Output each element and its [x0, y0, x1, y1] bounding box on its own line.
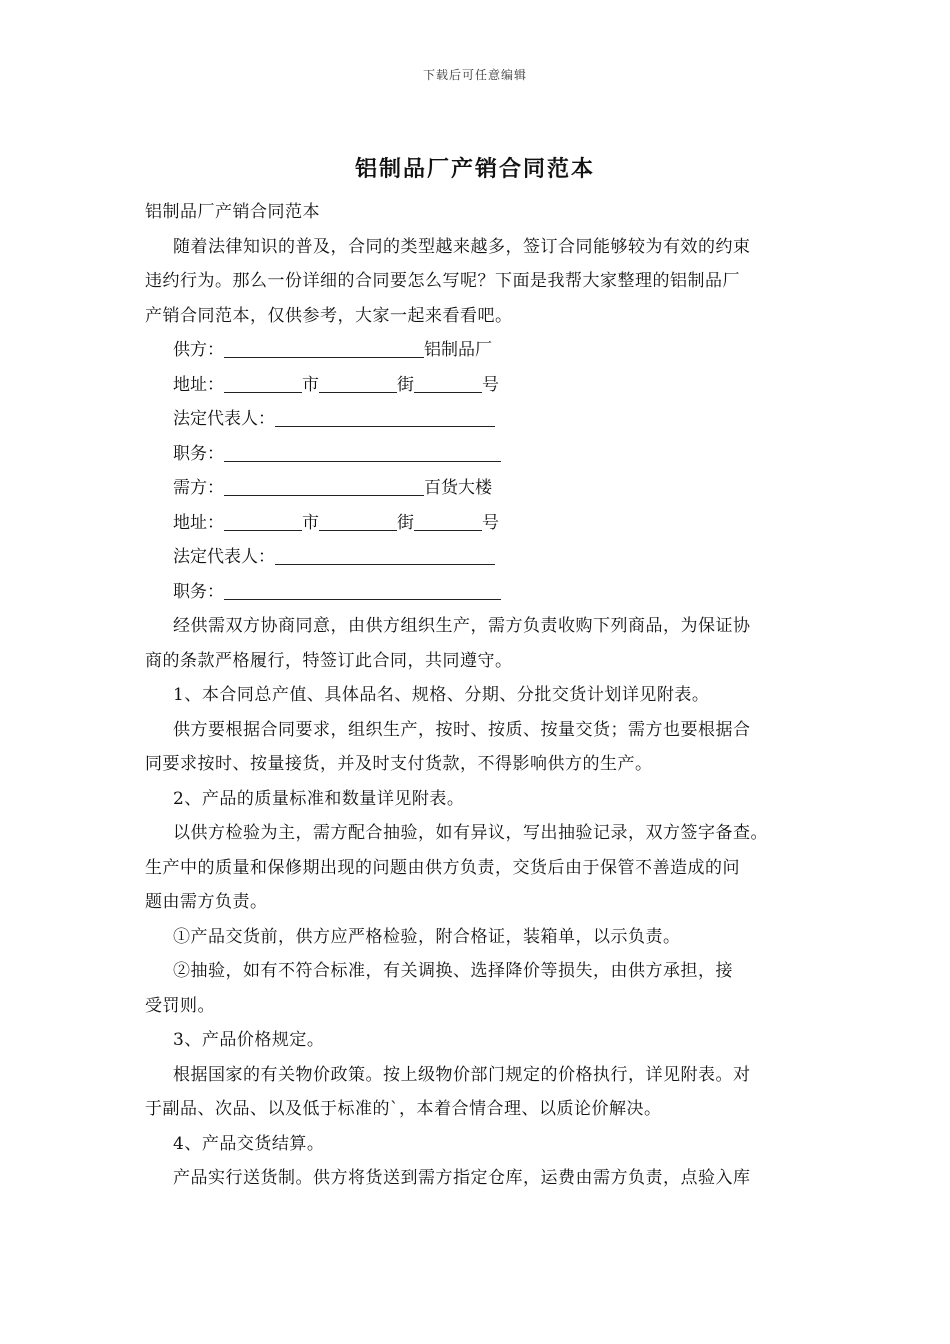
buyer-rep-label: 法定代表人：	[173, 547, 275, 567]
clause-line: 受罚则。	[145, 995, 215, 1016]
buyer-number-blank[interactable]	[414, 510, 482, 531]
buyer-suffix: 百货大楼	[424, 478, 492, 498]
clause-line: 3、产品价格规定。	[173, 1030, 325, 1050]
clause-line: 产品实行送货制。供方将货送到需方指定仓库，运费由需方负责，点验入库	[173, 1168, 751, 1188]
buyer-rep-row	[145, 540, 821, 575]
supplier-street-blank[interactable]	[319, 372, 397, 393]
clause-line: 以供方检验为主，需方配合抽验，如有异议，写出抽验记录，双方签字备查。	[173, 823, 768, 843]
supplier-address-row	[145, 368, 821, 403]
supplier-rep-blank[interactable]	[275, 406, 495, 427]
intro-line: 随着法律知识的普及，合同的类型越来越多，签订合同能够较为有效的约束	[173, 236, 751, 257]
intro-line: 产销合同范本，仅供参考，大家一起来看看吧。	[145, 305, 513, 326]
buyer-name-blank[interactable]	[224, 475, 424, 496]
supplier-rep-row	[145, 402, 821, 437]
buyer-rep-blank[interactable]	[275, 544, 495, 565]
document-body	[145, 195, 821, 1196]
clause-line: 4、产品交货结算。	[173, 1133, 325, 1154]
buyer-name-row	[145, 471, 821, 506]
clause-line: 经供需双方协商同意，由供方组织生产，需方负责收购下列商品，为保证协	[173, 616, 751, 636]
clause-line: 生产中的质量和保修期出现的问题由供方负责，交货后由于保管不善造成的问	[145, 857, 740, 878]
clause-line: ①产品交货前，供方应严格检验，附合格证，装箱单，以示负责。	[173, 926, 681, 947]
buyer-address-label: 地址：	[173, 512, 224, 533]
supplier-name-blank[interactable]	[224, 337, 424, 358]
clause-line: 供方要根据合同要求，组织生产，按时、按质、按量交货；需方也要根据合	[173, 719, 751, 740]
supplier-title-row	[145, 437, 821, 472]
supplier-rep-label: 法定代表人：	[173, 409, 275, 429]
document-title: 铝制品厂产销合同范本	[354, 156, 595, 182]
document-subtitle: 铝制品厂产销合同范本	[145, 202, 320, 222]
supplier-city-unit: 市	[302, 374, 319, 395]
buyer-number-unit: 号	[482, 512, 499, 533]
supplier-city-blank[interactable]	[224, 372, 302, 393]
clause-line: 1、本合同总产值、具体品名、规格、分期、分批交货计划详见附表。	[173, 685, 710, 705]
supplier-address-label: 地址：	[173, 374, 224, 395]
buyer-title-row	[145, 575, 821, 610]
intro-line: 违约行为。那么一份详细的合同要怎么写呢？下面是我帮大家整理的铝制品厂	[145, 271, 740, 291]
clause-line: 同要求按时、按量接货，并及时支付货款，不得影响供方的生产。	[145, 754, 653, 774]
buyer-title-blank[interactable]	[224, 579, 501, 600]
supplier-title-blank[interactable]	[224, 441, 501, 462]
buyer-label: 需方：	[173, 478, 224, 498]
clause-line: 2、产品的质量标准和数量详见附表。	[173, 788, 465, 809]
clause-line: 商的条款严格履行，特签订此合同，共同遵守。	[145, 650, 513, 671]
header-note: 下载后可任意编辑	[422, 68, 527, 82]
buyer-title-label: 职务：	[173, 581, 224, 602]
supplier-street-unit: 街	[397, 374, 414, 395]
buyer-address-row	[145, 506, 821, 541]
supplier-name-row	[145, 333, 821, 368]
supplier-number-blank[interactable]	[414, 372, 482, 393]
buyer-street-unit: 街	[397, 512, 414, 533]
clause-line: 题由需方负责。	[145, 892, 268, 912]
buyer-street-blank[interactable]	[319, 510, 397, 531]
supplier-label: 供方：	[173, 340, 224, 360]
clause-line: 于副品、次品、以及低于标准的`，本着合情合理、以质论价解决。	[145, 1099, 662, 1119]
supplier-number-unit: 号	[482, 374, 499, 395]
contract-clauses	[145, 609, 821, 1196]
buyer-city-unit: 市	[302, 512, 319, 533]
clause-line: 根据国家的有关物价政策。按上级物价部门规定的价格执行，详见附表。对	[173, 1064, 751, 1085]
clause-line: ②抽验，如有不符合标准，有关调换、选择降价等损失，由供方承担，接	[173, 961, 733, 981]
supplier-suffix: 铝制品厂	[424, 340, 492, 360]
buyer-city-blank[interactable]	[224, 510, 302, 531]
supplier-title-label: 职务：	[173, 443, 224, 464]
